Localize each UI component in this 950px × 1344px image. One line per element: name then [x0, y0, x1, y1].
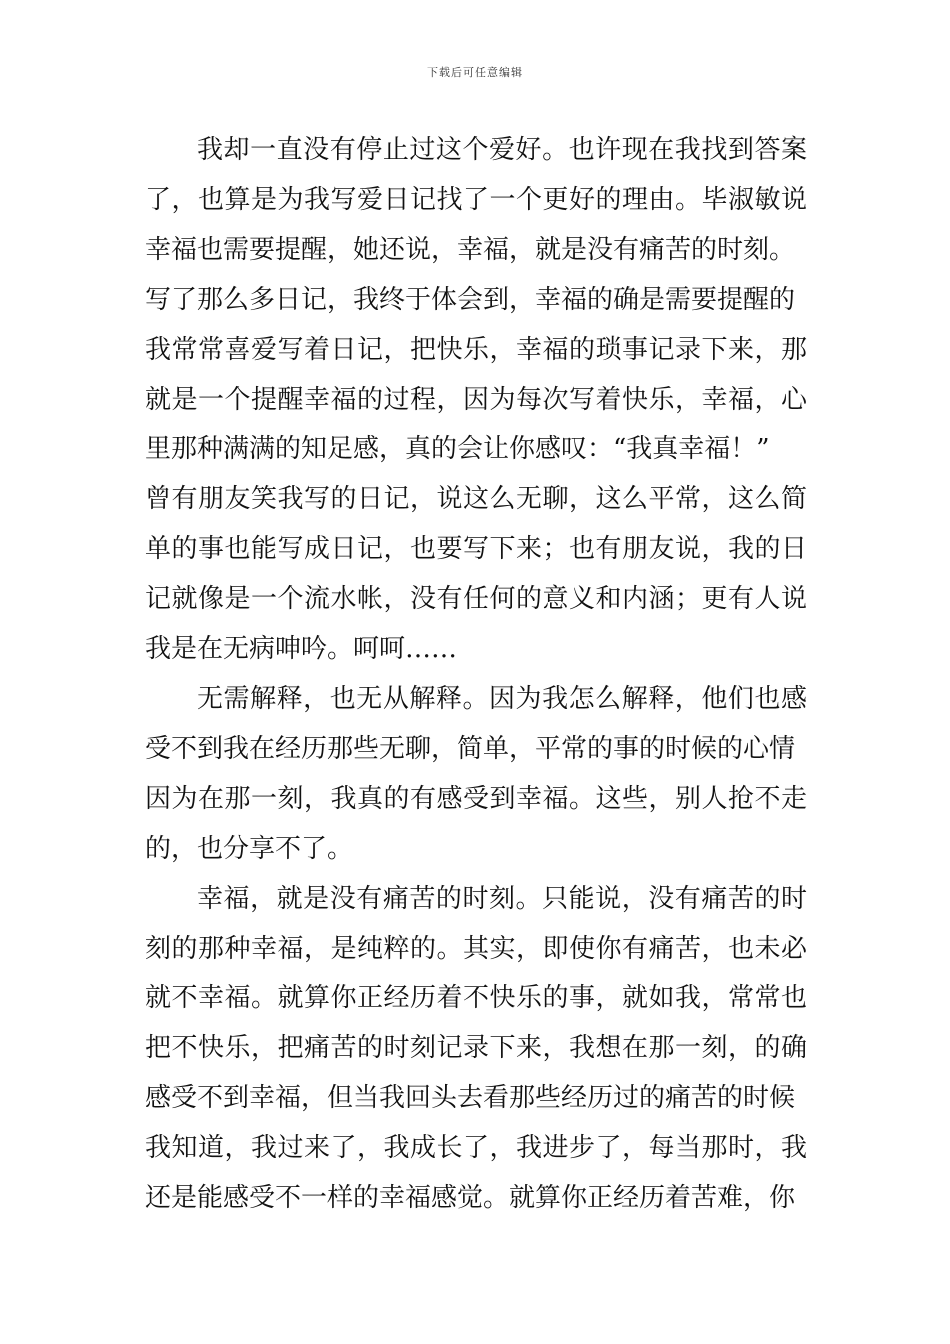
page-header: 下载后可任意编辑 [427, 66, 523, 79]
paragraph-6: 因为在那一刻，我真的有感受到幸福。这些，别人抢不走的，也分享不了。 [145, 783, 807, 864]
paragraph-2: 写了那么多日记，我终于体会到，幸福的确是需要提醒的 [145, 284, 796, 315]
paragraph-7: 幸福，就是没有痛苦的时刻。只能说，没有痛苦的时刻的那种幸福，是纯粹的。其实，即使你有痛苦，也未必就不幸福。就算你正经历着不快乐的事，就如我，常常也把不快乐，把痛苦的时刻记录下来，我想在那一刻，的确感受不到幸福，但当我回头去看那些经历过的痛苦的时候 [145, 883, 807, 1114]
paragraph-4: 曾有朋友笑我写的日记，说这么无聊，这么平常，这么简单的事也能写成日记，也要写下来；也有朋友说，我的日记就像是一个流水帐，没有任何的意义和内涵；更有人说我是在无病呻吟。呵呵…… [145, 484, 807, 665]
paragraph-3: 我常常喜爱写着日记，把快乐，幸福的琐事记录下来，那就是一个提醒幸福的过程，因为每次写着快乐，幸福，心里那种满满的知足感，真的会让你感叹：“我真幸福！” [145, 334, 807, 465]
paragraph-1: 我却一直没有停止过这个爱好。也许现在我找到答案了，也算是为我写爱日记找了一个更好的理由。毕淑敏说幸福也需要提醒，她还说，幸福，就是没有痛苦的时刻。 [145, 135, 807, 265]
paragraph-8: 我知道，我过来了，我成长了，我进步了，每当那时，我还是能感受不一样的幸福感觉。就算你正经历着苦难，你 [145, 1133, 807, 1214]
document-body [145, 126, 807, 1224]
paragraph-5: 无需解释，也无从解释。因为我怎么解释，他们也感受不到我在经历那些无聊，简单，平常的事的时候的心情 [145, 683, 807, 764]
